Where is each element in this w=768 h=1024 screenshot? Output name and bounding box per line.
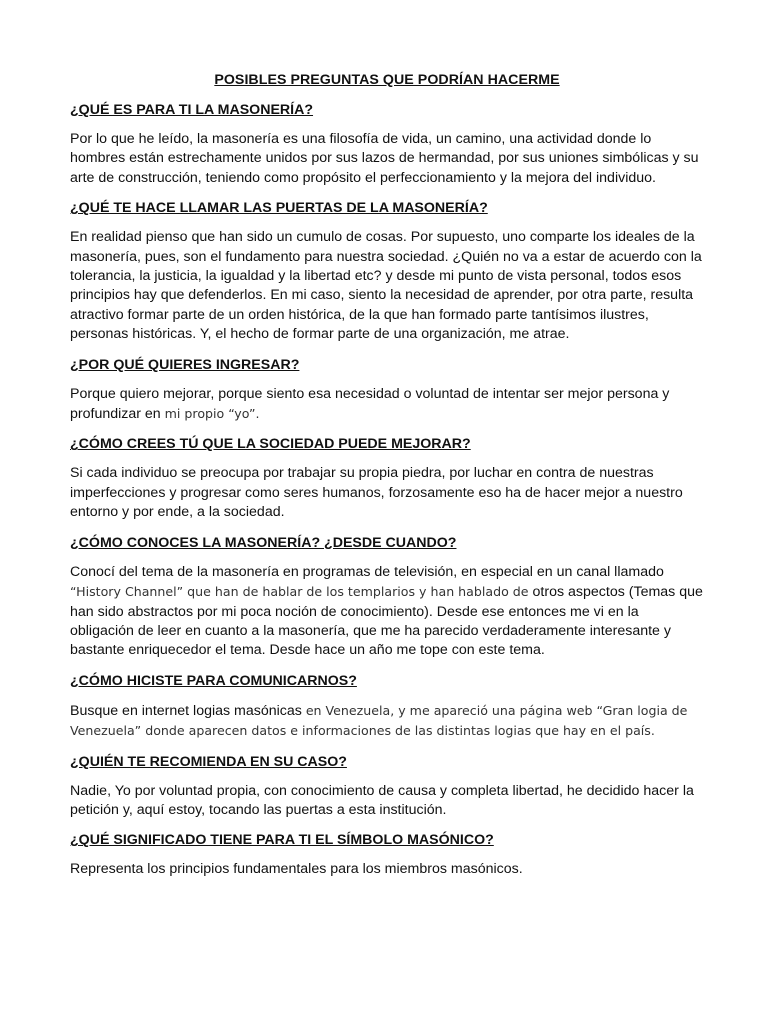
question-heading: ¿POR QUÉ QUIERES INGRESAR?: [70, 356, 300, 373]
answer-paragraph: [70, 385, 704, 425]
answer-text: Conocí del tema de la masonería en programas de televisión, en especial en un canal llamado: [70, 563, 664, 580]
question-heading: ¿CÓMO CREES TÚ QUE LA SOCIEDAD PUEDE MEJORAR?: [70, 436, 471, 453]
question-heading: ¿QUIÉN TE RECOMIENDA EN SU CASO?: [70, 753, 347, 770]
document-page: [70, 71, 704, 891]
qa-section-5: [70, 534, 704, 661]
qa-section-2: [70, 199, 704, 344]
answer-text-soft: mi propio “yo”.: [164, 406, 260, 422]
qa-section-8: [70, 831, 704, 879]
document-title: POSIBLES PREGUNTAS QUE PODRÍAN HACERME: [214, 72, 560, 88]
qa-section-4: [70, 435, 704, 522]
qa-section-3: [70, 356, 704, 425]
answer-text-soft: en Venezuela, y me apareció una página web “Gran logia de Venezuela” donde aparecen datos e informaciones de las distintas logias que hay en el país.: [70, 702, 688, 739]
question-heading: ¿QUÉ ES PARA TI LA MASONERÍA?: [70, 102, 314, 118]
question-heading: ¿QUÉ TE HACE LLAMAR LAS PUERTAS DE LA MASONERÍA?: [70, 200, 488, 217]
answer-paragraph: [70, 563, 704, 661]
answer-text: Porque quiero mejorar, porque siento esa necesidad o voluntad de intentar ser mejor persona y profundizar en: [70, 385, 670, 423]
answer-paragraph: [70, 701, 704, 742]
question-heading: ¿CÓMO CONOCES LA MASONERÍA? ¿DESDE CUANDO?: [70, 534, 457, 551]
answer-paragraph: Si cada individuo se preocupa por trabajar su propia piedra, por luchar en contra de nuestras imperfecciones y progresar como seres humanos, forzosamente eso ha de hacer mejor a nuestro entorno y por ende, a la sociedad.: [70, 465, 683, 521]
answer-paragraph: Nadie, Yo por voluntad propia, con conocimiento de causa y completa libertad, he decidido hacer la petición y, aquí estoy, tocando las puertas a esta institución.: [70, 782, 694, 818]
answer-text-soft: “History Channel” que han de hablar de los templarios y han hablado de: [70, 584, 533, 600]
question-heading: ¿CÓMO HICISTE PARA COMUNICARNOS?: [70, 672, 357, 689]
qa-section-6: [70, 672, 704, 742]
answer-paragraph: En realidad pienso que han sido un cumulo de cosas. Por supuesto, uno comparte los ideales de la masonería, pues, son el fundamento para nuestra sociedad. ¿Quién no va a estar de acuerdo con la tolerancia, la justicia, la igualdad y la libertad etc? y desde mi punto de vista personal, todos esos principios hay que defenderlos. En mi caso, siento la necesidad de aprender, por otra parte, resulta atractivo formar parte de un orden histórica, de la que han formado parte tantísimos ilustres, personas históricas. Y, el hecho de formar parte de una organización, me atrae.: [70, 229, 702, 343]
qa-section-7: [70, 753, 704, 821]
answer-text: Busque en internet logias masónicas: [70, 702, 306, 719]
qa-section-1: [70, 101, 704, 188]
question-heading: ¿QUÉ SIGNIFICADO TIENE PARA TI EL SÍMBOLO MASÓNICO?: [70, 832, 494, 849]
answer-paragraph: Representa los principios fundamentales para los miembros masónicos.: [70, 861, 523, 878]
answer-text-tail: otros aspectos (Temas que han sido abstractos por mi poca noción de conocimiento). Desde ese entonces me vi en la obligación de leer en cuanto a la masonería, que me ha parecido verdaderamente interesante y bastante enriquecedor el tema. Desde hace un año me tope con este tema.: [70, 584, 703, 659]
answer-paragraph: Por lo que he leído, la masonería es una filosofía de vida, un camino, una actividad donde lo hombres están estrechamente unidos por sus lazos de hermandad, por sus uniones simbólicas y su arte de construcción, teniendo como propósito el perfeccionamiento y la mejora del individuo.: [70, 131, 699, 186]
